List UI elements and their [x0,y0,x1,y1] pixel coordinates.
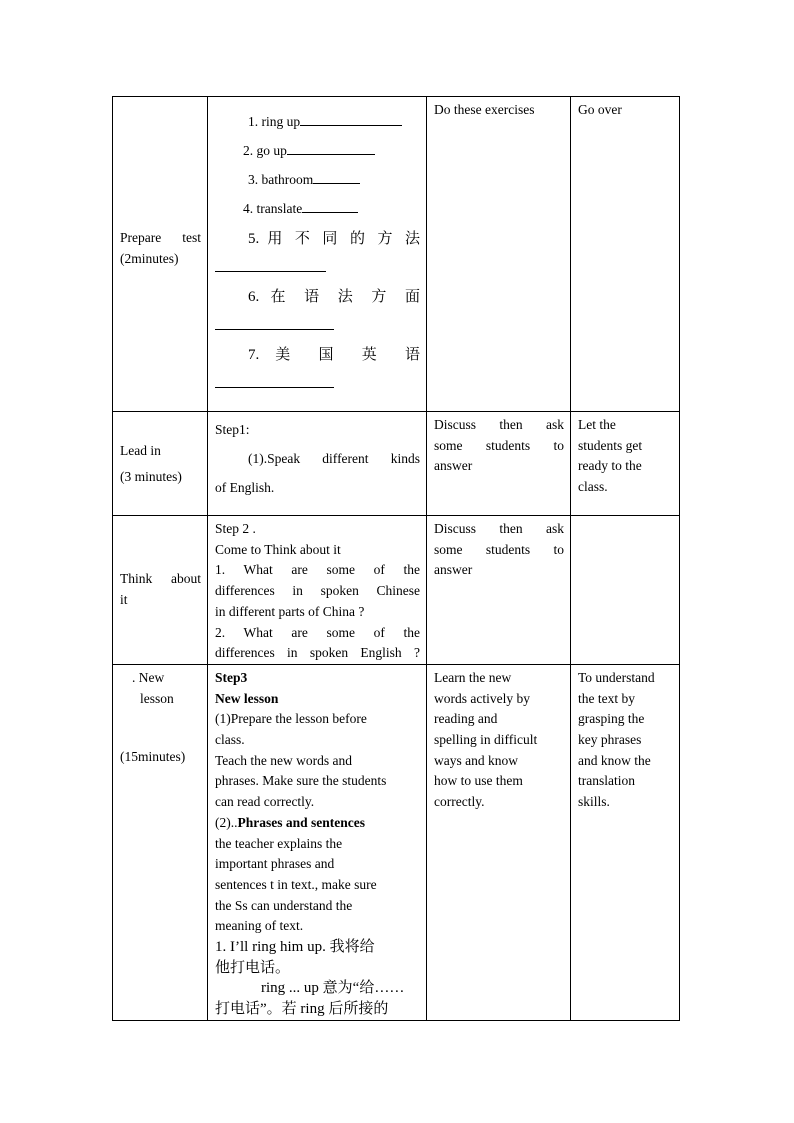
content-cell [208,97,427,412]
table-row [113,664,680,1020]
table-row [113,516,680,665]
stage-label: Think about [120,571,201,587]
stage-label: Lead in [120,442,161,458]
exercise-item: 3. bathroom [215,165,420,194]
student-activity-cell: Do these exercises [427,97,571,412]
stage-duration: (3 minutes) [120,468,182,484]
stage-label: Prepare test [120,230,201,246]
purpose-cell: To understand the text by grasping the key phrases and know the translation skills. [571,664,680,1020]
stage-duration: (2minutes) [120,251,179,266]
step-label: Step1: [215,422,250,437]
stage-cell [113,97,208,412]
stage-cell: Think about it [113,516,208,665]
step-label: Step 2 . [215,521,256,536]
exercise-item: 7. 美 国 英 语 [215,341,420,399]
student-activity-cell: Learn the new words actively by reading and spelling in difficult ways and know how to use them correctly. [427,664,571,1020]
exercise-item: 2. go up [215,136,420,165]
step-label: Step3 [215,669,248,685]
purpose-cell: Let the students get ready to the class. [571,412,680,516]
student-activity-cell: Discuss then ask some students to answer [427,412,571,516]
content-cell: Step 2 . Come to Think about it 1. What are some of the differences in spoken Chinese in different parts of China ? 2. What are some of the differences in spoken English ? [208,516,427,665]
student-activity-cell: Discuss then ask some students to answer [427,516,571,665]
content-cell: Step1: (1).Speak different kinds of English. [208,412,427,516]
stage-cell [113,412,208,516]
exercise-item: 4. translate [215,194,420,223]
table-row [113,97,680,412]
section-title: New lesson [215,690,279,706]
purpose-cell: Go over [571,97,680,412]
purpose-cell [571,516,680,665]
table-row [113,412,680,516]
stage-cell: . New lesson (15minutes) [113,664,208,1020]
lesson-plan-table [112,96,680,1021]
stage-label: . New [132,669,165,685]
exercise-item: 1. ring up [215,107,420,136]
exercise-item: 6. 在 语 法 方 面 [215,283,420,341]
stage-duration: (15minutes) [120,749,186,765]
exercise-item: 5. 用 不 同 的 方 法 [215,225,420,283]
content-cell: Step3 New lesson (1)Prepare the lesson before class. Teach the new words and phrases. Make sure the students can read correctly. (2)..Phrases and sentences the teacher explains the important phrases and sentences t in text., make sure the Ss can understand the meaning of text. 1. I’ll ring him up. 我将给 他打电话。 ring ... up 意为“给…… 打电话”。若 ring 后所接的 [208,664,427,1020]
